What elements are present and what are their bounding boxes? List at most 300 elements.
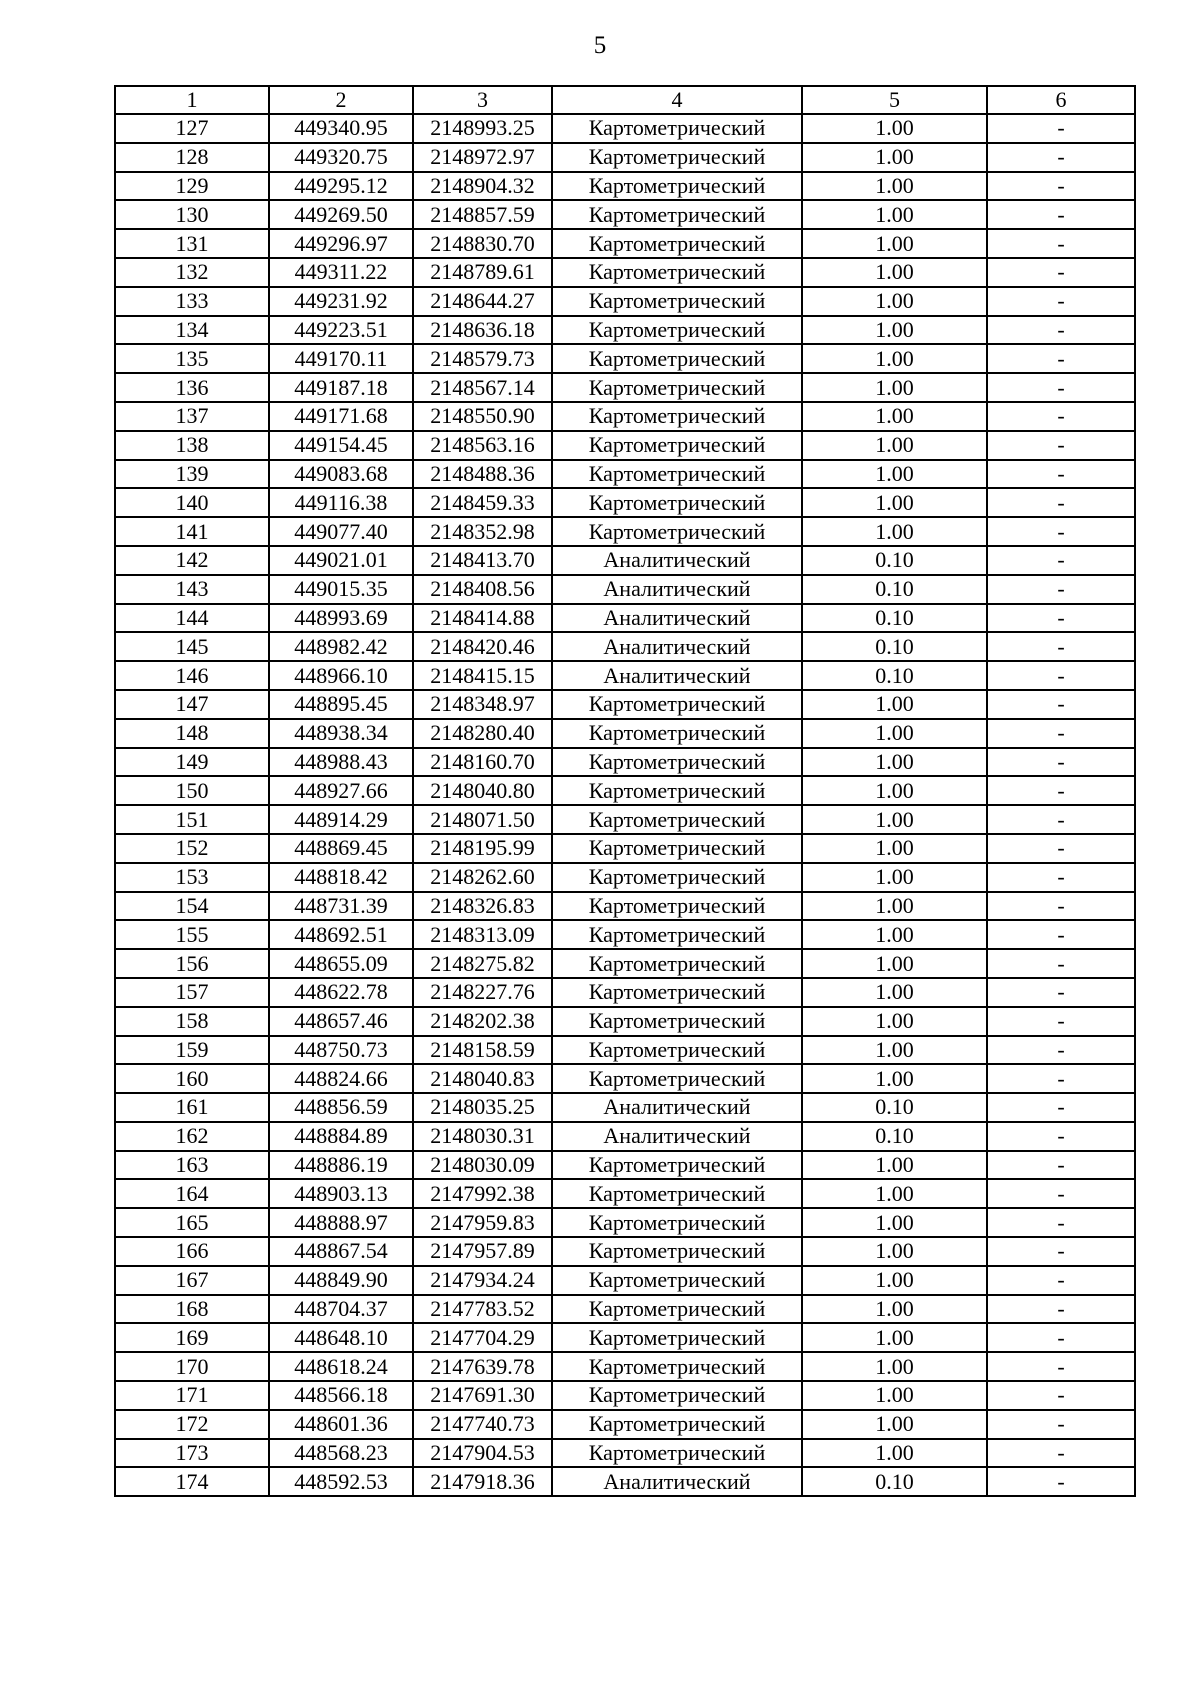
accuracy-cell: 1.00 [802, 1266, 987, 1295]
x-coordinate-cell: 448692.51 [269, 920, 413, 949]
y-coordinate-cell: 2148348.97 [413, 690, 552, 719]
y-coordinate-cell: 2148262.60 [413, 863, 552, 892]
accuracy-cell: 1.00 [802, 949, 987, 978]
method-cell: Аналитический [552, 604, 802, 633]
method-cell: Картометрический [552, 373, 802, 402]
table-row [115, 863, 1135, 892]
method-cell: Картометрический [552, 1266, 802, 1295]
point-number-cell: 153 [115, 863, 269, 892]
x-coordinate-cell: 448657.46 [269, 1007, 413, 1036]
column-header-6: 6 [987, 86, 1135, 114]
point-number-cell: 161 [115, 1093, 269, 1122]
x-coordinate-cell: 449340.95 [269, 114, 413, 143]
y-coordinate-cell: 2147704.29 [413, 1323, 552, 1352]
point-number-cell: 130 [115, 200, 269, 229]
method-cell: Картометрический [552, 517, 802, 546]
method-cell: Аналитический [552, 632, 802, 661]
y-coordinate-cell: 2147783.52 [413, 1295, 552, 1324]
method-cell: Картометрический [552, 287, 802, 316]
note-cell: - [987, 488, 1135, 517]
x-coordinate-cell: 448938.34 [269, 719, 413, 748]
y-coordinate-cell: 2148280.40 [413, 719, 552, 748]
note-cell: - [987, 1064, 1135, 1093]
note-cell: - [987, 143, 1135, 172]
note-cell: - [987, 575, 1135, 604]
table-row [115, 632, 1135, 661]
accuracy-cell: 1.00 [802, 373, 987, 402]
note-cell: - [987, 172, 1135, 201]
point-number-cell: 142 [115, 546, 269, 575]
accuracy-cell: 1.00 [802, 805, 987, 834]
accuracy-cell: 1.00 [802, 258, 987, 287]
point-number-cell: 145 [115, 632, 269, 661]
x-coordinate-cell: 448886.19 [269, 1151, 413, 1180]
x-coordinate-cell: 449187.18 [269, 373, 413, 402]
accuracy-cell: 1.00 [802, 1237, 987, 1266]
x-coordinate-cell: 448988.43 [269, 748, 413, 777]
table-row [115, 575, 1135, 604]
accuracy-cell: 1.00 [802, 978, 987, 1007]
x-coordinate-cell: 448849.90 [269, 1266, 413, 1295]
table-row [115, 1467, 1135, 1496]
point-number-cell: 144 [115, 604, 269, 633]
x-coordinate-cell: 448818.42 [269, 863, 413, 892]
x-coordinate-cell: 448914.29 [269, 805, 413, 834]
note-cell: - [987, 690, 1135, 719]
y-coordinate-cell: 2147934.24 [413, 1266, 552, 1295]
table-row [115, 1122, 1135, 1151]
table-row [115, 172, 1135, 201]
x-coordinate-cell: 448824.66 [269, 1064, 413, 1093]
accuracy-cell: 1.00 [802, 316, 987, 345]
point-number-cell: 163 [115, 1151, 269, 1180]
point-number-cell: 151 [115, 805, 269, 834]
y-coordinate-cell: 2148071.50 [413, 805, 552, 834]
table-row [115, 805, 1135, 834]
x-coordinate-cell: 448566.18 [269, 1381, 413, 1410]
table-row [115, 402, 1135, 431]
x-coordinate-cell: 448856.59 [269, 1093, 413, 1122]
table-row [115, 316, 1135, 345]
x-coordinate-cell: 448568.23 [269, 1439, 413, 1468]
note-cell: - [987, 402, 1135, 431]
method-cell: Картометрический [552, 978, 802, 1007]
note-cell: - [987, 1467, 1135, 1496]
y-coordinate-cell: 2148579.73 [413, 344, 552, 373]
y-coordinate-cell: 2148326.83 [413, 892, 552, 921]
x-coordinate-cell: 448993.69 [269, 604, 413, 633]
table-row [115, 143, 1135, 172]
x-coordinate-cell: 448867.54 [269, 1237, 413, 1266]
point-number-cell: 134 [115, 316, 269, 345]
coordinates-table [114, 85, 1136, 1497]
x-coordinate-cell: 448648.10 [269, 1323, 413, 1352]
column-header-3: 3 [413, 86, 552, 114]
column-header-1: 1 [115, 86, 269, 114]
note-cell: - [987, 1352, 1135, 1381]
y-coordinate-cell: 2148636.18 [413, 316, 552, 345]
y-coordinate-cell: 2147691.30 [413, 1381, 552, 1410]
method-cell: Картометрический [552, 200, 802, 229]
table-row [115, 517, 1135, 546]
y-coordinate-cell: 2148030.09 [413, 1151, 552, 1180]
table-header-row [115, 86, 1135, 114]
note-cell: - [987, 1323, 1135, 1352]
note-cell: - [987, 1410, 1135, 1439]
accuracy-cell: 1.00 [802, 200, 987, 229]
table-row [115, 1352, 1135, 1381]
accuracy-cell: 0.10 [802, 546, 987, 575]
table-row [115, 1036, 1135, 1065]
table-row [115, 200, 1135, 229]
note-cell: - [987, 949, 1135, 978]
table-row [115, 1439, 1135, 1468]
column-header-5: 5 [802, 86, 987, 114]
method-cell: Картометрический [552, 488, 802, 517]
accuracy-cell: 1.00 [802, 1323, 987, 1352]
x-coordinate-cell: 448592.53 [269, 1467, 413, 1496]
method-cell: Картометрический [552, 1439, 802, 1468]
column-header-4: 4 [552, 86, 802, 114]
point-number-cell: 138 [115, 431, 269, 460]
y-coordinate-cell: 2148420.46 [413, 632, 552, 661]
method-cell: Аналитический [552, 661, 802, 690]
note-cell: - [987, 978, 1135, 1007]
method-cell: Картометрический [552, 1237, 802, 1266]
point-number-cell: 164 [115, 1179, 269, 1208]
point-number-cell: 128 [115, 143, 269, 172]
accuracy-cell: 1.00 [802, 920, 987, 949]
table-row [115, 1208, 1135, 1237]
x-coordinate-cell: 448601.36 [269, 1410, 413, 1439]
accuracy-cell: 1.00 [802, 1179, 987, 1208]
note-cell: - [987, 460, 1135, 489]
y-coordinate-cell: 2147959.83 [413, 1208, 552, 1237]
point-number-cell: 129 [115, 172, 269, 201]
note-cell: - [987, 1208, 1135, 1237]
y-coordinate-cell: 2148644.27 [413, 287, 552, 316]
point-number-cell: 152 [115, 834, 269, 863]
y-coordinate-cell: 2148415.15 [413, 661, 552, 690]
table-row [115, 344, 1135, 373]
point-number-cell: 171 [115, 1381, 269, 1410]
y-coordinate-cell: 2148972.97 [413, 143, 552, 172]
table-row [115, 776, 1135, 805]
method-cell: Картометрический [552, 460, 802, 489]
point-number-cell: 157 [115, 978, 269, 1007]
note-cell: - [987, 719, 1135, 748]
accuracy-cell: 1.00 [802, 143, 987, 172]
y-coordinate-cell: 2147992.38 [413, 1179, 552, 1208]
x-coordinate-cell: 449171.68 [269, 402, 413, 431]
table-row [115, 229, 1135, 258]
method-cell: Аналитический [552, 575, 802, 604]
y-coordinate-cell: 2148195.99 [413, 834, 552, 863]
accuracy-cell: 1.00 [802, 863, 987, 892]
note-cell: - [987, 920, 1135, 949]
method-cell: Картометрический [552, 863, 802, 892]
x-coordinate-cell: 449116.38 [269, 488, 413, 517]
table-row [115, 258, 1135, 287]
accuracy-cell: 1.00 [802, 834, 987, 863]
table-row [115, 488, 1135, 517]
y-coordinate-cell: 2148035.25 [413, 1093, 552, 1122]
table-row [115, 1266, 1135, 1295]
x-coordinate-cell: 449231.92 [269, 287, 413, 316]
column-header-2: 2 [269, 86, 413, 114]
accuracy-cell: 0.10 [802, 604, 987, 633]
accuracy-cell: 1.00 [802, 287, 987, 316]
method-cell: Картометрический [552, 949, 802, 978]
x-coordinate-cell: 449170.11 [269, 344, 413, 373]
y-coordinate-cell: 2147957.89 [413, 1237, 552, 1266]
point-number-cell: 143 [115, 575, 269, 604]
y-coordinate-cell: 2147918.36 [413, 1467, 552, 1496]
note-cell: - [987, 1179, 1135, 1208]
x-coordinate-cell: 448903.13 [269, 1179, 413, 1208]
note-cell: - [987, 229, 1135, 258]
x-coordinate-cell: 449083.68 [269, 460, 413, 489]
table-row [115, 546, 1135, 575]
table-row [115, 1323, 1135, 1352]
point-number-cell: 136 [115, 373, 269, 402]
y-coordinate-cell: 2148488.36 [413, 460, 552, 489]
x-coordinate-cell: 449296.97 [269, 229, 413, 258]
accuracy-cell: 1.00 [802, 1381, 987, 1410]
accuracy-cell: 1.00 [802, 1064, 987, 1093]
note-cell: - [987, 1439, 1135, 1468]
x-coordinate-cell: 448982.42 [269, 632, 413, 661]
accuracy-cell: 0.10 [802, 632, 987, 661]
table-row [115, 978, 1135, 1007]
y-coordinate-cell: 2148993.25 [413, 114, 552, 143]
accuracy-cell: 1.00 [802, 748, 987, 777]
y-coordinate-cell: 2148830.70 [413, 229, 552, 258]
table-row [115, 1237, 1135, 1266]
note-cell: - [987, 1151, 1135, 1180]
point-number-cell: 135 [115, 344, 269, 373]
y-coordinate-cell: 2148789.61 [413, 258, 552, 287]
y-coordinate-cell: 2148040.83 [413, 1064, 552, 1093]
y-coordinate-cell: 2148459.33 [413, 488, 552, 517]
accuracy-cell: 1.00 [802, 344, 987, 373]
accuracy-cell: 1.00 [802, 172, 987, 201]
note-cell: - [987, 1237, 1135, 1266]
point-number-cell: 147 [115, 690, 269, 719]
x-coordinate-cell: 449295.12 [269, 172, 413, 201]
x-coordinate-cell: 448618.24 [269, 1352, 413, 1381]
x-coordinate-cell: 449311.22 [269, 258, 413, 287]
accuracy-cell: 1.00 [802, 719, 987, 748]
table-row [115, 1064, 1135, 1093]
point-number-cell: 165 [115, 1208, 269, 1237]
y-coordinate-cell: 2148563.16 [413, 431, 552, 460]
note-cell: - [987, 344, 1135, 373]
note-cell: - [987, 1295, 1135, 1324]
point-number-cell: 155 [115, 920, 269, 949]
accuracy-cell: 1.00 [802, 1151, 987, 1180]
point-number-cell: 132 [115, 258, 269, 287]
y-coordinate-cell: 2147904.53 [413, 1439, 552, 1468]
point-number-cell: 169 [115, 1323, 269, 1352]
point-number-cell: 172 [115, 1410, 269, 1439]
x-coordinate-cell: 449154.45 [269, 431, 413, 460]
note-cell: - [987, 834, 1135, 863]
y-coordinate-cell: 2148202.38 [413, 1007, 552, 1036]
method-cell: Картометрический [552, 892, 802, 921]
point-number-cell: 133 [115, 287, 269, 316]
accuracy-cell: 1.00 [802, 1439, 987, 1468]
table-row [115, 719, 1135, 748]
note-cell: - [987, 748, 1135, 777]
point-number-cell: 168 [115, 1295, 269, 1324]
accuracy-cell: 1.00 [802, 1007, 987, 1036]
method-cell: Картометрический [552, 1179, 802, 1208]
point-number-cell: 159 [115, 1036, 269, 1065]
method-cell: Картометрический [552, 143, 802, 172]
x-coordinate-cell: 448869.45 [269, 834, 413, 863]
note-cell: - [987, 1381, 1135, 1410]
method-cell: Картометрический [552, 431, 802, 460]
table-body [115, 114, 1135, 1496]
x-coordinate-cell: 448750.73 [269, 1036, 413, 1065]
point-number-cell: 158 [115, 1007, 269, 1036]
table-row [115, 949, 1135, 978]
point-number-cell: 170 [115, 1352, 269, 1381]
accuracy-cell: 1.00 [802, 229, 987, 258]
x-coordinate-cell: 449269.50 [269, 200, 413, 229]
table-row [115, 604, 1135, 633]
method-cell: Картометрический [552, 920, 802, 949]
page-number: 5 [593, 32, 607, 59]
point-number-cell: 148 [115, 719, 269, 748]
point-number-cell: 127 [115, 114, 269, 143]
note-cell: - [987, 114, 1135, 143]
x-coordinate-cell: 448655.09 [269, 949, 413, 978]
table-row [115, 661, 1135, 690]
point-number-cell: 137 [115, 402, 269, 431]
point-number-cell: 150 [115, 776, 269, 805]
accuracy-cell: 1.00 [802, 1352, 987, 1381]
note-cell: - [987, 1093, 1135, 1122]
method-cell: Картометрический [552, 1208, 802, 1237]
table-row [115, 690, 1135, 719]
note-cell: - [987, 805, 1135, 834]
method-cell: Картометрический [552, 258, 802, 287]
y-coordinate-cell: 2147740.73 [413, 1410, 552, 1439]
accuracy-cell: 1.00 [802, 114, 987, 143]
accuracy-cell: 1.00 [802, 1410, 987, 1439]
method-cell: Картометрический [552, 1064, 802, 1093]
table-row [115, 1007, 1135, 1036]
method-cell: Картометрический [552, 344, 802, 373]
method-cell: Картометрический [552, 1352, 802, 1381]
note-cell: - [987, 661, 1135, 690]
method-cell: Картометрический [552, 805, 802, 834]
y-coordinate-cell: 2148567.14 [413, 373, 552, 402]
accuracy-cell: 1.00 [802, 431, 987, 460]
y-coordinate-cell: 2148275.82 [413, 949, 552, 978]
x-coordinate-cell: 448622.78 [269, 978, 413, 1007]
y-coordinate-cell: 2148550.90 [413, 402, 552, 431]
method-cell: Аналитический [552, 1467, 802, 1496]
x-coordinate-cell: 448731.39 [269, 892, 413, 921]
note-cell: - [987, 1122, 1135, 1151]
table-row [115, 287, 1135, 316]
point-number-cell: 166 [115, 1237, 269, 1266]
method-cell: Картометрический [552, 834, 802, 863]
note-cell: - [987, 431, 1135, 460]
point-number-cell: 167 [115, 1266, 269, 1295]
x-coordinate-cell: 449223.51 [269, 316, 413, 345]
note-cell: - [987, 892, 1135, 921]
x-coordinate-cell: 448704.37 [269, 1295, 413, 1324]
method-cell: Картометрический [552, 229, 802, 258]
table-row [115, 460, 1135, 489]
table-row [115, 748, 1135, 777]
method-cell: Картометрический [552, 1036, 802, 1065]
x-coordinate-cell: 448895.45 [269, 690, 413, 719]
y-coordinate-cell: 2148313.09 [413, 920, 552, 949]
accuracy-cell: 1.00 [802, 402, 987, 431]
point-number-cell: 160 [115, 1064, 269, 1093]
x-coordinate-cell: 448927.66 [269, 776, 413, 805]
accuracy-cell: 0.10 [802, 661, 987, 690]
method-cell: Картометрический [552, 1410, 802, 1439]
note-cell: - [987, 776, 1135, 805]
table-row [115, 1093, 1135, 1122]
note-cell: - [987, 546, 1135, 575]
point-number-cell: 140 [115, 488, 269, 517]
method-cell: Картометрический [552, 776, 802, 805]
y-coordinate-cell: 2148352.98 [413, 517, 552, 546]
method-cell: Картометрический [552, 402, 802, 431]
point-number-cell: 174 [115, 1467, 269, 1496]
point-number-cell: 156 [115, 949, 269, 978]
table-row [115, 1151, 1135, 1180]
method-cell: Картометрический [552, 1007, 802, 1036]
point-number-cell: 162 [115, 1122, 269, 1151]
point-number-cell: 173 [115, 1439, 269, 1468]
accuracy-cell: 1.00 [802, 1036, 987, 1065]
note-cell: - [987, 863, 1135, 892]
x-coordinate-cell: 449015.35 [269, 575, 413, 604]
table-row [115, 114, 1135, 143]
note-cell: - [987, 200, 1135, 229]
note-cell: - [987, 1036, 1135, 1065]
accuracy-cell: 1.00 [802, 460, 987, 489]
y-coordinate-cell: 2148408.56 [413, 575, 552, 604]
accuracy-cell: 1.00 [802, 892, 987, 921]
accuracy-cell: 0.10 [802, 575, 987, 604]
accuracy-cell: 1.00 [802, 1208, 987, 1237]
method-cell: Аналитический [552, 1093, 802, 1122]
table-row [115, 920, 1135, 949]
note-cell: - [987, 1266, 1135, 1295]
accuracy-cell: 1.00 [802, 517, 987, 546]
y-coordinate-cell: 2148160.70 [413, 748, 552, 777]
table-row [115, 431, 1135, 460]
method-cell: Картометрический [552, 719, 802, 748]
accuracy-cell: 1.00 [802, 488, 987, 517]
method-cell: Аналитический [552, 546, 802, 575]
y-coordinate-cell: 2148030.31 [413, 1122, 552, 1151]
point-number-cell: 154 [115, 892, 269, 921]
table-row [115, 834, 1135, 863]
method-cell: Картометрический [552, 748, 802, 777]
table-row [115, 373, 1135, 402]
y-coordinate-cell: 2148413.70 [413, 546, 552, 575]
